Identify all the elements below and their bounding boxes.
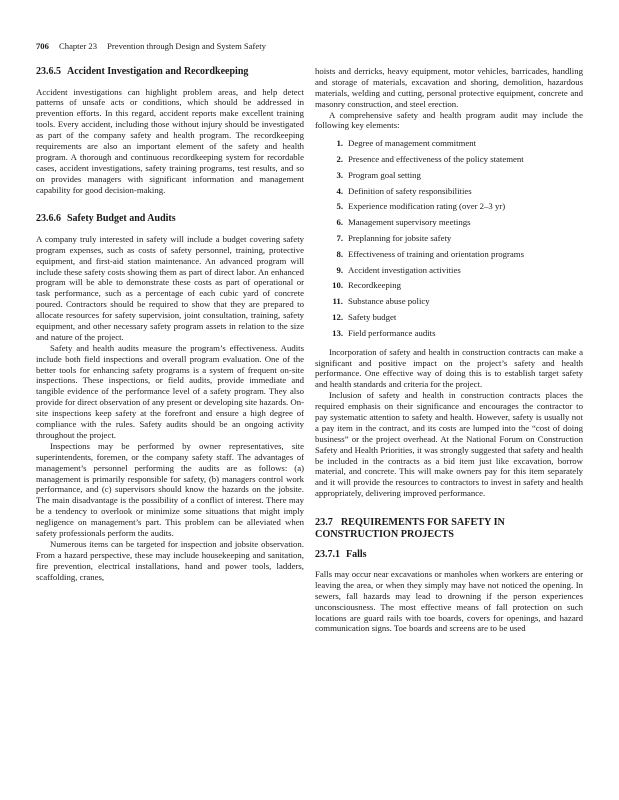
section-title: Falls (346, 548, 367, 560)
left-column (36, 66, 304, 582)
audit-elements-list (315, 138, 583, 338)
section-title: Safety Budget and Audits (67, 213, 176, 225)
list-item: 6. Management supervisory meetings (336, 217, 471, 228)
list-item: 10. Recordkeeping (332, 280, 401, 291)
page-number: 706 (36, 41, 49, 51)
list-item: 3. Program goal setting (336, 169, 421, 180)
paragraph: Safety and health audits measure the program’s effectiveness. Audits include both field inspections and overall program evaluation. One of the better tools for enhancing safety programs is a system of frequent on-site inspections. These inspections, or field audits, provide immediate and tangible evidence of the performance level of a safety program. They also provide for direct observation of any present or developing site hazards. On-site inspections keep safety at the forefront and ensure a high degree of compliance with the rules. Safety audits should be an ongoing activity throughout the project. (36, 342, 304, 440)
chapter-title: Prevention through Design and System Safety (107, 41, 266, 51)
list-item: 1. Degree of management commitment (336, 138, 477, 149)
section-title: REQUIREMENTS FOR SAFETY IN CONSTRUCTION PROJECTS (315, 517, 505, 540)
section-heading-safety-budget (36, 213, 304, 225)
list-item: 2. Presence and effectiveness of the policy statement (336, 154, 524, 165)
paragraph: Numerous items can be targeted for inspection and jobsite observation. From a hazard perspective, these may include housekeeping and sanitation, fire prevention, electrical installations, hand and power tools, ladders, scaffolding, cranes, (36, 538, 304, 582)
section-title: Accident Investigation and Recordkeeping (67, 66, 249, 77)
paragraph: Falls may occur near excavations or manholes when workers are entering or leaving the area, or when they simply may have not noticed the opening. In sewers, fall hazards may lead to drowning if the person experiences unconsciousness. The most effective means of fall protection on such locations are guard rails with toe boards, covers for openings, and hazard communication signs. Toe boards and screens are to be used (315, 569, 583, 634)
list-item: 8. Effectiveness of training and orientation programs (336, 248, 524, 259)
paragraph: Accident investigations can highlight problem areas, and help detect patterns of unsafe acts or conditions, which should be addressed in prevention efforts. In this regard, accident reports make excellent training tools. Every accident, including those without injury should be investigated as part of the company safety and health program. The recordkeeping requirements are also an important element of the safety and health program. A thorough and continuous recordkeeping system for recordable cases, accident investigations, safety training programs, test results, and so on provides managers with significant information and management capability for good decision-making. (36, 86, 304, 195)
section-number: 23.7.1 (315, 548, 340, 560)
paragraph: A comprehensive safety and health program audit may include the following key elements: (315, 109, 583, 131)
right-column (315, 66, 583, 634)
paragraph: A company truly interested in safety will include a budget covering safety program expenses, such as costs of safety personnel, training, protective equipment, and first-aid station maintenance. An advanced program will include these safety costs showing them as part of direct labor. An enhanced program will be able to demonstrate these costs as part of operational or task performance, such as a percentage of each cubic yard of concrete poured. Contractors should be required to show that they are prepared to allocate resources for safety supervision, joint consultation, training, safety equipment, and other necessary safety program assets in relation to the size and nature of the project. (36, 233, 304, 342)
list-item: 13. Field performance audits (332, 327, 436, 338)
section-number: 23.6.6 (36, 213, 61, 225)
paragraph: Inspections may be performed by owner representatives, site superintendents, foremen, or the company safety staff. The advantages of management’s personnel performing the audits are as follows: (a) management is primarily responsible for safety, (b) managers control work performance, and (c) supervisors should know the hazards on the jobsite. The main disadvantage is the possibility of a conflict of interest. There may be a tendency to overlook or minimize some situations that might imply negligence on management’s part. This problem can be alleviated when safety professionals perform the audits. (36, 440, 304, 538)
chapter-label: Chapter 23 (59, 41, 97, 51)
section-number: 23.6.5 (36, 66, 61, 77)
paragraph: Incorporation of safety and health in construction contracts can make a significant and positive impact on the project’s safety and health performance. One effective way of doing this is to establish target safety and health standards and criteria for the project. (315, 346, 583, 390)
section-heading-falls (315, 549, 583, 561)
list-item: 11. Substance abuse policy (332, 296, 430, 307)
section-heading-requirements (315, 517, 583, 540)
section-heading-accident-investigation (36, 66, 304, 78)
list-item: 4. Definition of safety responsibilities (336, 185, 472, 196)
section-number: 23.7 (315, 517, 333, 529)
list-item: 7. Preplanning for jobsite safety (336, 233, 452, 244)
list-item: 12. Safety budget (332, 311, 397, 322)
paragraph: hoists and derricks, heavy equipment, motor vehicles, barricades, handling and storage of materials, excavation and shoring, demolition, hazardous materials, welding and cutting, personal protective equipment, concrete and masonry construction, and steel erection. (315, 66, 583, 109)
list-item: 9. Accident investigation activities (336, 264, 461, 275)
paragraph: Inclusion of safety and health in construction contracts places the required emphasis on their significance and encourages the contractor to pay systematic attention to safety and health. However, safety is usually not a pay item in the contract, and its costs are lumped into the “cost of doing business” or the project overhead. At the National Forum on Construction Safety and Health Priorities, it was strongly suggested that safety and health be included in the contracts as a bid item just like excavation, borrow material, and concrete. This will make owners pay for this item separately and it will provide the resources to contractors to invest in safety and health appropriately, delivering improved performance. (315, 390, 583, 499)
list-item: 5. Experience modification rating (over 2–3 yr) (336, 201, 506, 212)
running-header (36, 41, 596, 51)
